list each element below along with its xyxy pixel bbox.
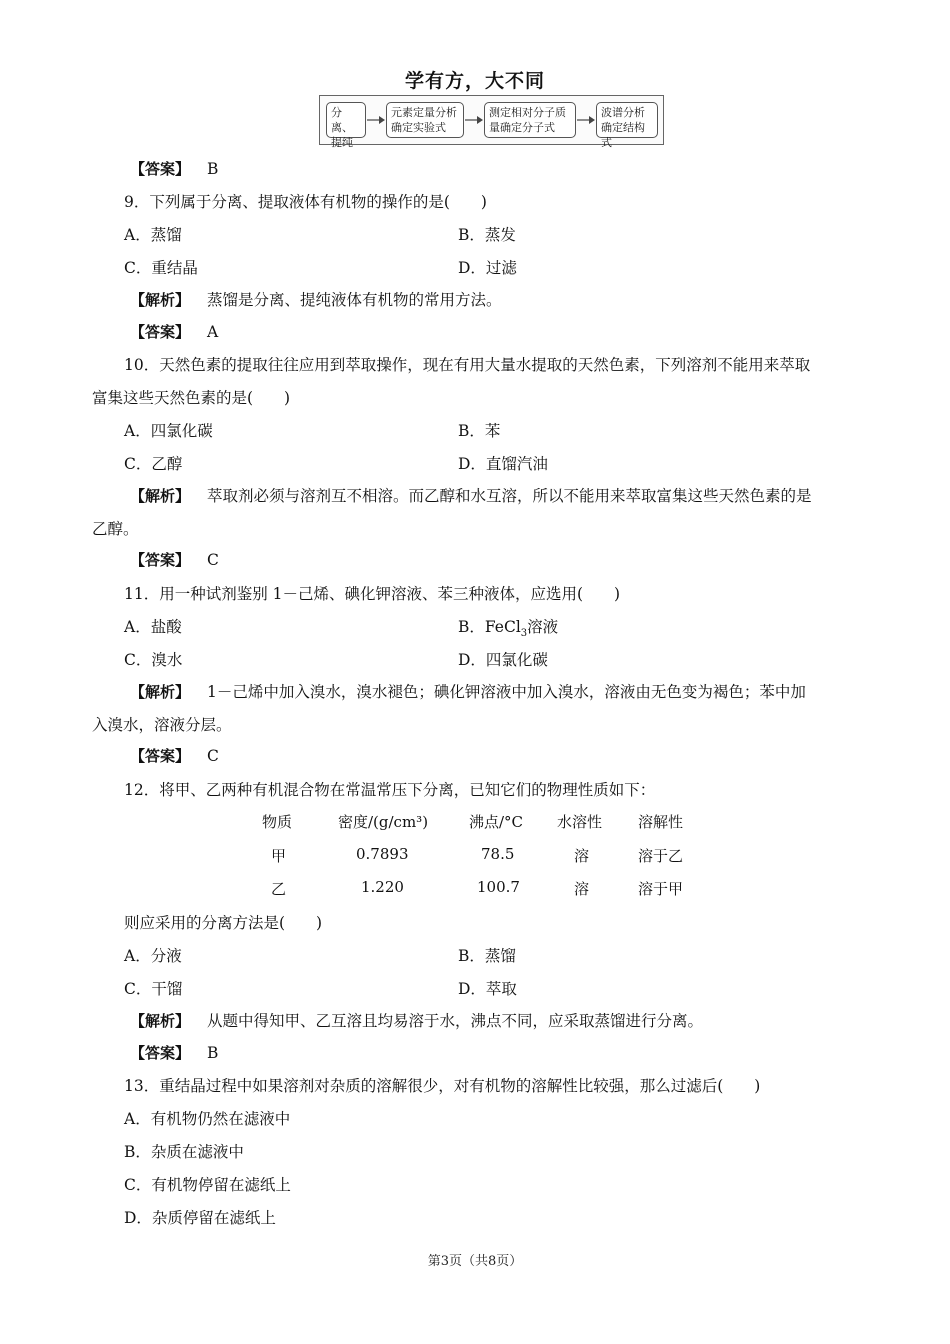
answer-value: B <box>206 160 219 178</box>
table-cell: 溶于甲 <box>638 880 684 898</box>
analysis-text-cont: 入溴水，溶液分层。 <box>92 716 232 734</box>
flow-step-1: 分离、提纯 <box>326 102 366 138</box>
option-a: A．蒸馏 <box>124 226 182 244</box>
flow-step-2: 元素定量分析确定实验式 <box>386 102 464 138</box>
answer-value: B <box>206 1044 219 1062</box>
option-b <box>458 615 558 639</box>
option-c: C．有机物停留在滤纸上 <box>124 1176 291 1194</box>
table-cell: 0.7893 <box>356 845 409 863</box>
option-d: D．萃取 <box>458 980 517 998</box>
flow-step-4: 波谱分析确定结构式 <box>596 102 658 138</box>
option-b: B．杂质在滤液中 <box>124 1143 244 1161</box>
question-stem: 9．下列属于分离、提取液体有机物的操作的是( ) <box>124 193 487 211</box>
question-ask: 则应采用的分离方法是( ) <box>124 914 323 932</box>
answer-label: 【答案】 <box>130 551 191 569</box>
question-stem-cont: 富集这些天然色素的是( ) <box>92 389 291 407</box>
question-stem: 10．天然色素的提取往往应用到萃取操作，现在有用大量水提取的天然色素，下列溶剂不能用来萃取 <box>124 356 811 374</box>
question-stem: 11．用一种试剂鉴别 1－己烯、碘化钾溶液、苯三种液体，应选用( ) <box>124 585 621 603</box>
answer-label: 【答案】 <box>130 1044 191 1062</box>
option-c: C．溴水 <box>124 651 183 669</box>
analysis-text: 从题中得知甲、乙互溶且均易溶于水，沸点不同，应采取蒸馏进行分离。 <box>206 1012 703 1030</box>
analysis-label: 【解析】 <box>130 487 191 505</box>
option-a: A．盐酸 <box>124 618 182 636</box>
arrow-right-icon <box>367 115 385 125</box>
option-c: C．乙醇 <box>124 455 183 473</box>
option-b-suffix: 溶液 <box>527 618 559 636</box>
table-cell: 100.7 <box>477 878 520 896</box>
flowchart <box>319 95 664 149</box>
table-cell: 溶 <box>574 880 590 898</box>
answer-value: C <box>206 747 219 765</box>
table-cell: 1.220 <box>361 878 404 896</box>
page-number: 第3页（共8页） <box>427 1254 523 1269</box>
analysis-line <box>130 680 806 702</box>
arrow-right-icon <box>577 115 595 125</box>
table-cell: 溶于乙 <box>638 847 684 865</box>
answer-value: C <box>206 551 219 569</box>
analysis-line <box>130 1009 703 1031</box>
table-cell: 溶 <box>574 847 590 865</box>
table-header-2: 密度/(g/cm³) <box>338 813 429 831</box>
table-cell: 甲 <box>271 847 287 865</box>
question-stem: 13．重结晶过程中如果溶剂对杂质的溶解很少，对有机物的溶解性比较强，那么过滤后( ) <box>124 1077 761 1095</box>
table-header-4: 水溶性 <box>557 813 603 831</box>
answer-line <box>130 321 218 342</box>
option-b: B．苯 <box>458 422 501 440</box>
answer-line <box>130 1042 218 1063</box>
analysis-text: 萃取剂必须与溶剂互不相溶。而乙醇和水互溶，所以不能用来萃取富集这些天然色素的是 <box>206 487 812 505</box>
option-c: C．重结晶 <box>124 259 198 277</box>
option-b-prefix: B．FeCl <box>458 618 521 636</box>
table-cell: 乙 <box>271 880 287 898</box>
page-header-title: 学有方，大不同 <box>404 70 545 92</box>
analysis-text-cont: 乙醇。 <box>92 520 139 538</box>
table-header-3: 沸点/°C <box>469 813 524 831</box>
answer-line <box>130 745 219 766</box>
option-c: C．干馏 <box>124 980 183 998</box>
table-header-1: 物质 <box>262 813 293 831</box>
option-d: D．杂质停留在滤纸上 <box>124 1209 276 1227</box>
analysis-line <box>130 484 811 506</box>
subscript: 3 <box>520 628 528 640</box>
analysis-text: 1－己烯中加入溴水，溴水褪色；碘化钾溶液中加入溴水，溶液由无色变为褐色；苯中加 <box>206 683 806 701</box>
table-header-5: 溶解性 <box>638 813 684 831</box>
arrow-right-icon <box>465 115 483 125</box>
analysis-label: 【解析】 <box>130 683 191 701</box>
question-stem: 12．将甲、乙两种有机混合物在常温常压下分离，已知它们的物理性质如下： <box>124 781 656 799</box>
answer-line <box>130 549 219 570</box>
analysis-line <box>130 288 501 310</box>
option-d: D．四氯化碳 <box>458 651 548 669</box>
answer-line <box>130 158 218 179</box>
flow-step-3: 测定相对分子质量确定分子式 <box>484 102 576 138</box>
option-b: B．蒸馏 <box>458 947 516 965</box>
option-a: A．四氯化碳 <box>124 422 213 440</box>
analysis-text: 蒸馏是分离、提纯液体有机物的常用方法。 <box>206 291 502 309</box>
option-d: D．过滤 <box>458 259 517 277</box>
answer-label: 【答案】 <box>130 747 191 765</box>
option-a: A．分液 <box>124 947 182 965</box>
table-cell: 78.5 <box>481 845 515 863</box>
answer-value: A <box>206 323 219 341</box>
option-b: B．蒸发 <box>458 226 516 244</box>
option-d: D．直馏汽油 <box>458 455 548 473</box>
answer-label: 【答案】 <box>130 323 191 341</box>
analysis-label: 【解析】 <box>130 291 191 309</box>
analysis-label: 【解析】 <box>130 1012 191 1030</box>
answer-label: 【答案】 <box>130 160 191 178</box>
option-a: A．有机物仍然在滤液中 <box>124 1110 291 1128</box>
